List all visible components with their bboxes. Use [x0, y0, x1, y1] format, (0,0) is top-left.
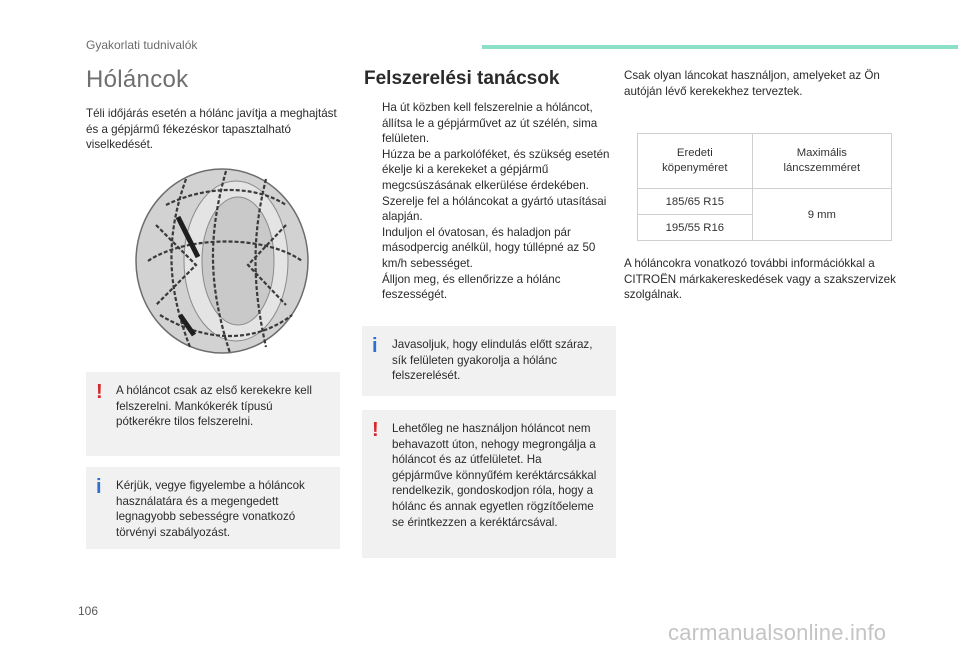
table-header-tyre-size: Eredeti köpenyméret: [638, 134, 753, 189]
table-cell-link-size: 9 mm: [752, 189, 891, 241]
warning-icon: !: [372, 419, 379, 441]
column-fitting-advice: [364, 62, 618, 303]
info-text: Kérjük, vegye figyelembe a hóláncok használatára és a megengedett legnagyobb sebességre vonatkozó törvényi szabályozást.: [116, 479, 305, 539]
header-accent-rule: [482, 45, 958, 49]
list-item: [364, 272, 618, 303]
section-title-snow-chains: Hóláncok: [86, 66, 189, 93]
column-chain-sizes: [624, 62, 894, 99]
warning-box-front-wheels: [86, 372, 340, 456]
warning-box-alloy-wheels: [362, 410, 616, 558]
warning-text: A hóláncot csak az első kerekekre kell felszerelni. Mankókerék típusú pótkerékre tilos felszerelni.: [116, 384, 312, 429]
list-item: [364, 147, 618, 194]
chain-size-table: [637, 133, 892, 241]
warning-icon: !: [96, 381, 103, 403]
list-item: [364, 194, 618, 225]
table-header-row: [638, 134, 892, 189]
step-text: Szerelje fel a hóláncokat a gyártó utasításai alapján.: [382, 194, 607, 224]
step-text: Húzza be a parkolóféket, és szükség esetén ékelje ki a kerekeket a gépjármű megcsúszásának elkerülése érdekében.: [382, 147, 610, 192]
running-head: Gyakorlati tudnivalók: [86, 38, 198, 52]
info-box-practice: [362, 326, 616, 396]
fitting-steps-list: [364, 100, 618, 303]
table-header-link-size: Maximális láncszemméret: [752, 134, 891, 189]
intro-text: Téli időjárás esetén a hólánc javítja a meghajtást és a gépjármű fékezéskor tapasztalható viselkedését.: [86, 107, 337, 152]
chain-usage-text: Csak olyan láncokat használjon, amelyeket az Ön autóján lévő kerekekhez terveztek.: [624, 69, 880, 98]
step-text: Induljon el óvatosan, és haladjon pár másodpercig anélkül, hogy túllépné az 50 km/h sebességet.: [382, 225, 596, 270]
list-item: [364, 225, 618, 272]
info-box-regulations: [86, 467, 340, 549]
tyre-with-snow-chain-illustration: [126, 165, 310, 357]
dealer-info-text: A hóláncokra vonatkozó további információkkal a CITROËN márkakereskedések vagy a szakszervizek szolgálnak.: [624, 257, 896, 302]
table-cell-tyre: 195/55 R16: [638, 215, 753, 241]
table-cell-tyre: 185/65 R15: [638, 189, 753, 215]
info-icon: i: [96, 476, 102, 498]
list-item: [364, 100, 618, 147]
column-snow-chains: [86, 62, 342, 153]
table-row: [638, 189, 892, 215]
page-number: 106: [78, 604, 99, 618]
section-title-fitting-advice: Felszerelési tanácsok: [364, 68, 560, 89]
info-text: Javasoljuk, hogy elindulás előtt száraz, sík felületen gyakorolja a hólánc felszerelését.: [392, 338, 593, 383]
info-icon: i: [372, 335, 378, 357]
step-text: Álljon meg, és ellenőrizze a hólánc feszességét.: [382, 272, 561, 302]
step-text: Ha út közben kell felszerelnie a hóláncot, állítsa le a gépjárművet az út szélén, sima felületen.: [382, 101, 598, 146]
watermark: carmanualsonline.info: [668, 620, 887, 645]
warning-text: Lehetőleg ne használjon hóláncot nem behavazott úton, nehogy megrongálja a hóláncot és az útfelületet. Ha gépjárműve könnyűfém keréktárcsákkal rendelkezik, gondoskodjon róla, hogy a hólánc és annak egyetlen rögzítőeleme se érintkezzen a keréktárcsával.: [392, 422, 597, 529]
